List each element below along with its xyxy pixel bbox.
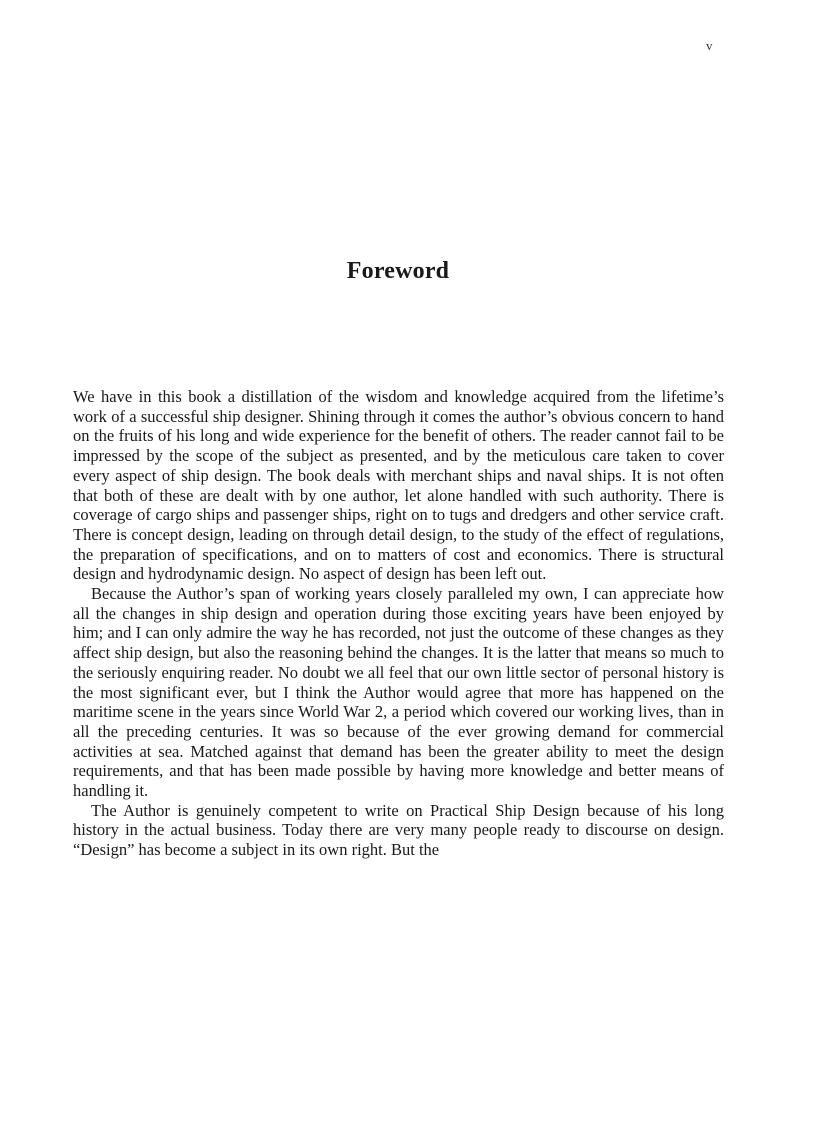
page-number: v	[706, 38, 713, 53]
paragraph: We have in this book a distillation of the wisdom and knowledge acquired from the lifetime’s work of a successful ship designer. Shining through it comes the author’s obvious concern to hand on the fruits of his long and wide experience for the benefit of others. The reader cannot fail to be impressed by the scope of the subject as presented, and by the meticulous care taken to cover every aspect of ship design. The book deals with merchant ships and naval ships. It is not often that both of these are dealt with by one author, let alone handled with such authority. There is coverage of cargo ships and passenger ships, right on to tugs and dredgers and other service craft. There is concept design, leading on through detail design, to the study of the effect of regulations, the preparation of specifications, and on to matters of cost and economics. There is structural design and hydrodynamic design. No aspect of design has been left out.	[73, 387, 724, 584]
paragraph: Because the Author’s span of working years closely paralleled my own, I can appreciate how all the changes in ship design and operation during those exciting years have been enjoyed by him; and I can only admire the way he has recorded, not just the outcome of these changes as they affect ship design, but also the reasoning behind the changes. It is the latter that means so much to the seriously enquiring reader. No doubt we all feel that our own little sector of personal history is the most significant ever, but I think the Author would agree that more has happened on the maritime scene in the years since World War 2, a period which covered our working lives, than in all the preceding centuries. It was so because of the ever growing demand for commercial activities at sea. Matched against that demand has been the greater ability to meet the design requirements, and that has been made possible by having more knowledge and better means of handling it.	[73, 584, 724, 801]
foreword-body	[73, 387, 724, 860]
page-title: Foreword	[346, 258, 450, 284]
paragraph: The Author is genuinely competent to write on Practical Ship Design because of his long history in the actual business. Today there are very many people ready to discourse on design. “Design” has become a subject in its own right. But the	[73, 800, 724, 860]
